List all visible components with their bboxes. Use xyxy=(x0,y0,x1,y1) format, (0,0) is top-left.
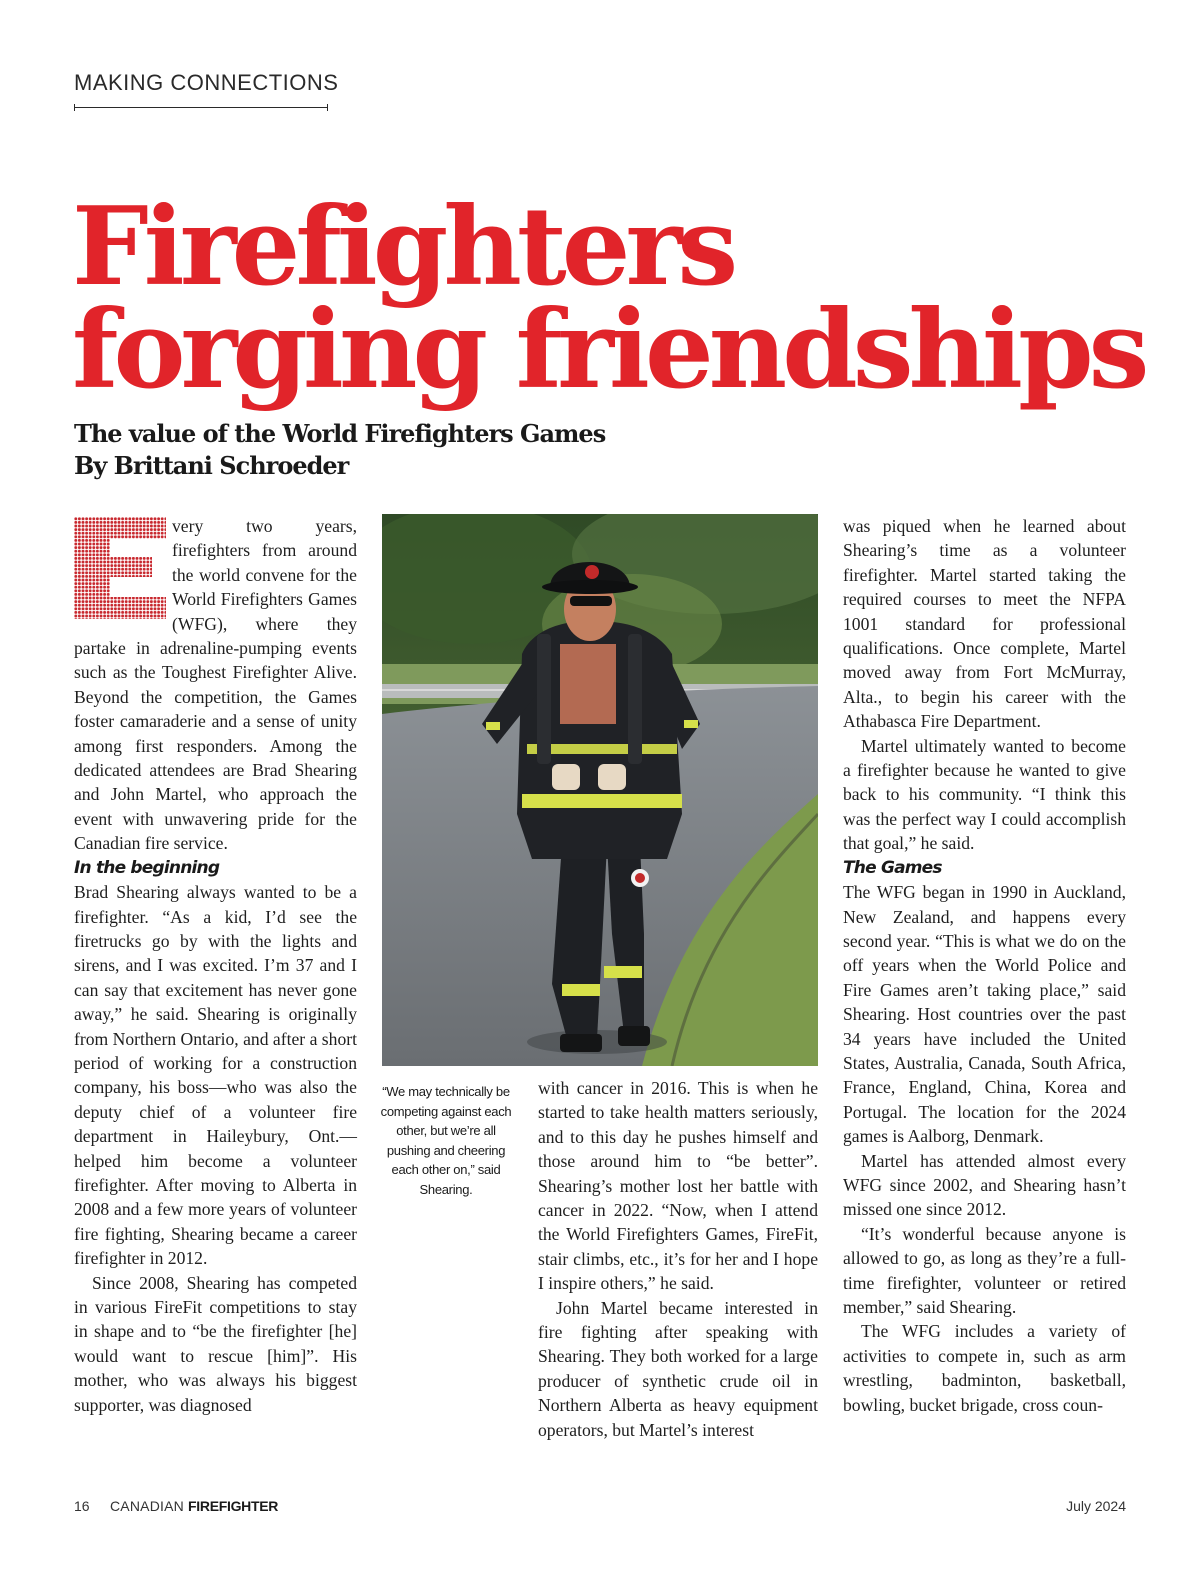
headline xyxy=(72,184,1162,413)
article-column-3 xyxy=(843,514,1126,1417)
headline-line-1: Firefighters xyxy=(72,184,734,310)
subtitle-block xyxy=(74,418,605,482)
section-rule xyxy=(74,107,328,108)
intro-paragraph: very two years, firefighters from around the world convene for the World Firefighters Games (WFG), where they partake in adrenaline-pumping events such as the Toughest Firefighter Alive. Beyond the competition, the Games foster camaraderie and a sense of unity among first responders. Among the dedicated attendees are Brad Shearing and John Martel, who approach the event with unwavering pride for the Canadian fire service. xyxy=(74,516,357,854)
paragraph: Brad Shearing always wanted to be a firefighter. “As a kid, I’d see the firetrucks go by with the lights and sirens, and I was excited. I’m 37 and I can say that excitement has never gone away,” he said. Shearing is originally from Northern Ontario, and after a short period of working for a construction company, his boss—who was also the deputy chief of a volunteer fire department in Haileybury, Ont.—helped him become a volunteer firefighter. After moving to Alberta in 2008 and a few more years of volunteer fire fighting, Shearing became a career firefighter in 2012. xyxy=(74,882,357,1269)
publication-name: CANADIAN FIREFIGHTER xyxy=(110,1498,279,1514)
paragraph: Martel has attended almost every WFG since 2002, and Shearing hasn’t missed one since 2012. xyxy=(843,1150,1126,1220)
byline: By Brittani Schroeder xyxy=(74,451,349,480)
photo-caption: “We may technically be competing against each other, but we’re all pushing and cheering each other on,” said Shearing. xyxy=(380,1084,512,1197)
paragraph: “It’s wonderful because anyone is allowed to go, as long as they’re a full-time firefighter, volunteer or retired member,” said Shearing. xyxy=(843,1223,1126,1317)
firefighter-photo xyxy=(382,514,818,1066)
paragraph: John Martel became interested in fire fighting after speaking with Shearing. They both worked for a large producer of synthetic crude oil in Northern Alberta as heavy equipment operators, but Martel’s interest xyxy=(538,1297,818,1440)
section-heading-beginning: In the beginning xyxy=(74,857,220,878)
paragraph: Since 2008, Shearing has competed in various FireFit competitions to stay in shape and to “be the firefighter [he] would want to rescue [him]”. His mother, who was always his biggest supporter, was diagnosed xyxy=(74,1272,357,1415)
article-column-2 xyxy=(538,1076,818,1442)
drop-cap xyxy=(74,517,166,619)
paragraph: Martel ultimately wanted to become a firefighter because he wanted to give back to his community. “I think this was the perfect way I could accomplish that goal,” he said. xyxy=(843,735,1126,854)
section-label: MAKING CONNECTIONS xyxy=(74,70,339,95)
section-heading-games: The Games xyxy=(843,857,942,878)
issue-date: July 2024 xyxy=(1066,1498,1126,1514)
page-number: 16 xyxy=(74,1498,90,1514)
paragraph: The WFG began in 1990 in Auckland, New Zealand, and happens every second year. “This is what we do on the off years when the World Police and Fire Games aren’t taking place,” said Shearing. Host countries over the past 34 years have included the United States, Australia, Canada, South Africa, France, England, China, Korea and Portugal. The location for the 2024 games is Aalborg, Denmark. xyxy=(843,882,1126,1147)
subtitle: The value of the World Firefighters Games xyxy=(74,419,606,448)
paragraph: The WFG includes a variety of activities to compete in, such as arm wrestling, badminton, basketball, bowling, bucket brigade, cross coun- xyxy=(843,1321,1126,1415)
drop-cap-letter: E xyxy=(120,577,121,578)
paragraph: with cancer in 2016. This is when he started to take health matters seriously, and to this day he pushes himself and those around him to “be better”. Shearing’s mother lost her battle with cancer in 2022. “Now, when I attend the World Firefighters Games, FireFit, stair climbs, etc., it’s for her and I hope I inspire others,” he said. xyxy=(538,1078,818,1294)
headline-line-2: forging friendships xyxy=(72,287,1145,413)
paragraph: was piqued when he learned about Shearing’s time as a volunteer firefighter. Martel started taking the required courses to meet the NFPA 1001 standard for professional qualifications. Once complete, Martel moved away from Fort McMurray, Alta., to begin his career with the Athabasca Fire Department. xyxy=(843,516,1126,732)
article-column-1 xyxy=(74,514,357,1417)
